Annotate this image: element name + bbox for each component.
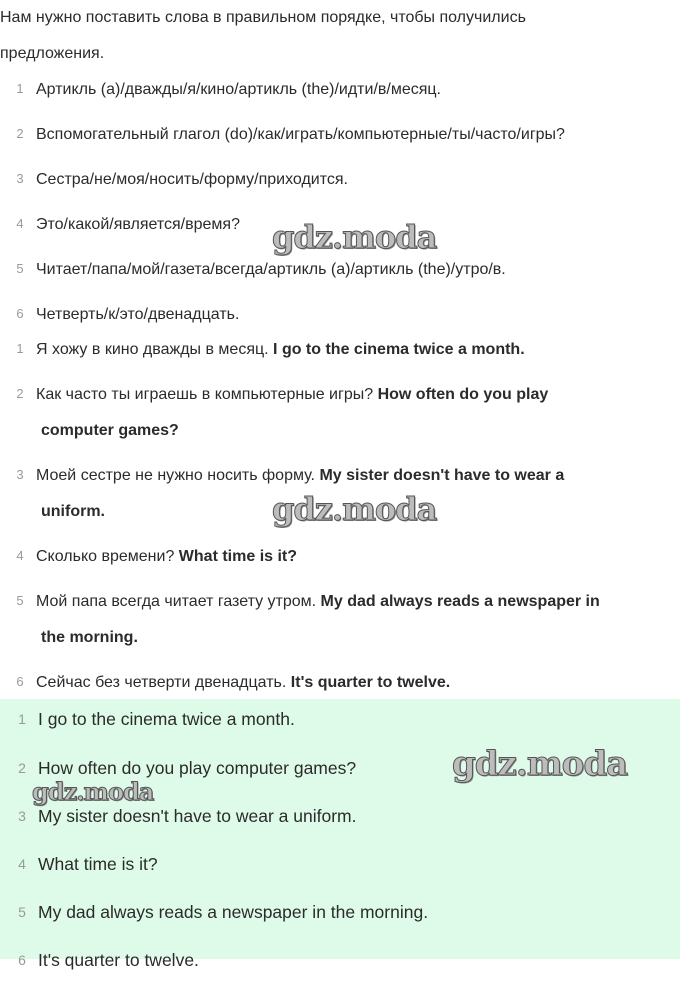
task-number: 6 xyxy=(16,306,24,321)
answer-english: What time is it? xyxy=(178,548,298,565)
answer-russian: Сейчас без четверти двенадцать. xyxy=(36,674,287,691)
final-answer-text: My sister doesn't have to wear a uniform. xyxy=(38,806,357,826)
watermark-logo: gdz.moda xyxy=(272,218,437,256)
answer-english: It's quarter to twelve. xyxy=(290,674,451,691)
task-number: 4 xyxy=(16,216,24,231)
answer-russian: Мой папа всегда читает газету утром. xyxy=(36,593,317,610)
answer-english-continued: computer games? xyxy=(41,422,179,439)
answer-english: My dad always reads a newspaper in xyxy=(320,593,600,610)
task-text: Сестра/не/моя/носить/форму/приходится. xyxy=(36,171,348,188)
task-number: 1 xyxy=(16,81,24,96)
answer-russian: Сколько времени? xyxy=(36,548,175,565)
answer-text xyxy=(36,332,672,368)
task-text: Это/какой/является/время? xyxy=(36,216,240,233)
final-answer-text: What time is it? xyxy=(38,854,158,874)
task-text: Четверть/к/это/двенадцать. xyxy=(36,306,240,323)
task-number: 3 xyxy=(16,171,24,186)
final-answer-text: It's quarter to twelve. xyxy=(38,950,199,970)
intro-text xyxy=(0,0,670,72)
final-answer-number: 5 xyxy=(18,904,26,920)
watermark-logo: gdz.moda xyxy=(452,744,628,784)
answer-text xyxy=(36,377,672,449)
answer-english-continued: the morning. xyxy=(41,629,138,646)
task-text: Вспомогательный глагол (do)/как/играть/компьютерные/ты/часто/игры? xyxy=(36,126,565,143)
final-answer-number: 3 xyxy=(18,808,26,824)
answer-number: 6 xyxy=(16,674,24,689)
answer-text xyxy=(36,665,672,701)
answer-text xyxy=(36,584,672,656)
watermark-logo: gdz.moda xyxy=(272,490,437,528)
final-answer-number: 1 xyxy=(18,711,26,727)
answer-russian: Как часто ты играешь в компьютерные игры? xyxy=(36,386,374,403)
answer-english-continued: uniform. xyxy=(41,503,105,520)
answer-panel xyxy=(0,699,680,970)
final-answer-text: How often do you play computer games? xyxy=(38,758,357,778)
intro-line-2: предложения. xyxy=(0,45,105,62)
answer-russian: Я хожу в кино дважды в месяц. xyxy=(36,341,269,358)
final-answer-number: 2 xyxy=(18,760,26,776)
answer-russian: Моей сестре не нужно носить форму. xyxy=(36,467,315,484)
answer-text xyxy=(36,539,672,575)
answer-number: 1 xyxy=(16,341,24,356)
task-number: 2 xyxy=(16,126,24,141)
task-text: Артикль (a)/дважды/я/кино/артикль (the)/идти/в/месяц. xyxy=(36,81,441,98)
answer-number: 5 xyxy=(16,593,24,608)
final-answer-number: 4 xyxy=(18,856,26,872)
answer-text xyxy=(36,458,672,530)
intro-line-1: Нам нужно поставить слова в правильном порядке, чтобы получились xyxy=(0,9,526,26)
answer-number: 2 xyxy=(16,386,24,401)
answer-english: How often do you play xyxy=(377,386,549,403)
answer-number: 4 xyxy=(16,548,24,563)
final-answer-text: I go to the cinema twice a month. xyxy=(38,709,295,729)
answer-english: My sister doesn't have to wear a xyxy=(319,467,565,484)
answer-english: I go to the cinema twice a month. xyxy=(273,341,525,358)
final-answer-number: 6 xyxy=(18,952,26,968)
task-text: Читает/папа/мой/газета/всегда/артикль (a)/артикль (the)/утро/в. xyxy=(36,261,506,278)
final-answer-text: My dad always reads a newspaper in the morning. xyxy=(38,902,429,922)
task-number: 5 xyxy=(16,261,24,276)
watermark-logo: gdz.moda xyxy=(32,777,154,806)
answer-number: 3 xyxy=(16,467,24,482)
